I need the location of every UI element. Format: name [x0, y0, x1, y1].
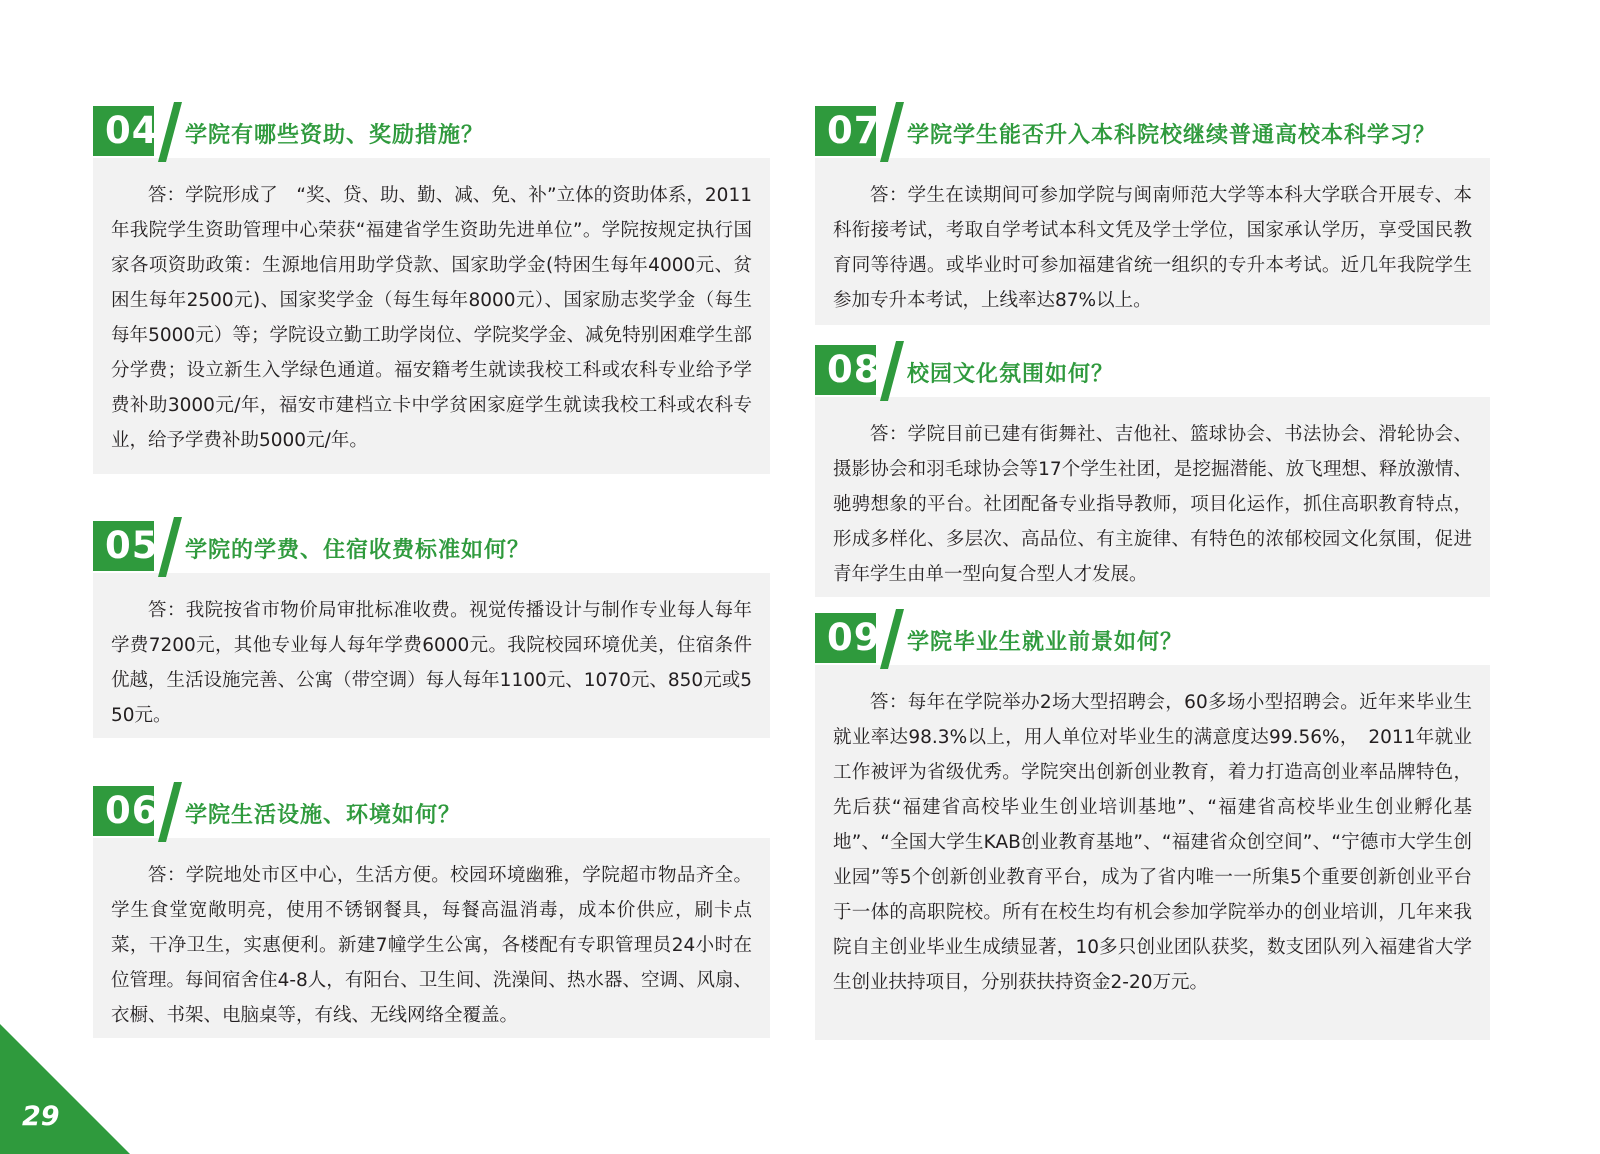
section-header [815, 613, 1490, 667]
slash-divider-icon [156, 782, 184, 842]
page-corner-triangle-icon [0, 1024, 130, 1154]
section-number: 05 [93, 521, 154, 571]
section-title: 学院有哪些资助、奖励措施？ [185, 122, 485, 148]
section-number: 08 [815, 345, 876, 395]
section-answer: 答：每年在学院举办2场大型招聘会，60多场小型招聘会。近年来毕业生就业率达98.3%以上，用人单位对毕业生的满意度达99.56%， 2011年就业工作被评为省级优秀。学院突出创新创业教育，着力打造高创业率品牌特色，先后获“福建省高校毕业生创业培训基地”、“福建省高校毕业生创业孵化基地”、“全国大学生KAB创业教育基地”、“福建省众创空间”、“宁德市大学生创业园”等5个创新创业教育平台，成为了省内唯一一所集5个重要创新创业平台于一体的高职院校。所有在校生均有机会参加学院举办的创业培训，几年来我院自主创业毕业生成绩显著，10多只创业团队获奖，数支团队列入福建省大学生创业扶持项目，分别获扶持资金2-20万元。 [815, 665, 1490, 1040]
section-number: 07 [815, 106, 876, 156]
qa-section-04 [93, 106, 770, 474]
qa-section-08 [815, 345, 1490, 597]
slash-divider-icon [156, 102, 184, 162]
section-answer: 答：学院目前已建有街舞社、吉他社、篮球协会、书法协会、滑轮协会、摄影协会和羽毛球协会等17个学生社团，是挖掘潜能、放飞理想、释放激情、驰骋想象的平台。社团配备专业指导教师，项目化运作，抓住高职教育特点，形成多样化、多层次、高品位、有主旋律、有特色的浓郁校园文化氛围，促进青年学生由单一型向复合型人才发展。 [815, 397, 1490, 597]
section-answer: 答：学院形成了 “奖、贷、助、勤、减、免、补”立体的资助体系，2011年我院学生资助管理中心荣获“福建省学生资助先进单位”。学院按规定执行国家各项资助政策：生源地信用助学贷款、国家助学金(特困生每年4000元、贫困生每年2500元)、国家奖学金（每生每年8000元）、国家励志奖学金（每生每年5000元）等；学院设立勤工助学岗位、学院奖学金、减免特别困难学生部分学费；设立新生入学绿色通道。福安籍考生就读我校工科或农科专业给予学费补助3000元/年，福安市建档立卡中学贫困家庭学生就读我校工科或农科专业，给予学费补助5000元/年。 [93, 158, 770, 474]
qa-section-09 [815, 613, 1490, 1040]
qa-section-06 [93, 786, 770, 1038]
slash-divider-icon [878, 341, 906, 401]
section-answer: 答：学生在读期间可参加学院与闽南师范大学等本科大学联合开展专、本科衔接考试，考取自学考试本科文凭及学士学位，国家承认学历，享受国民教育同等待遇。或毕业时可参加福建省统一组织的专升本考试。近几年我院学生参加专升本考试，上线率达87%以上。 [815, 158, 1490, 325]
section-number: 06 [93, 786, 154, 836]
section-title: 学院生活设施、环境如何？ [185, 802, 462, 828]
section-header [93, 786, 770, 840]
section-title: 学院毕业生就业前景如何？ [907, 629, 1184, 655]
section-header [93, 521, 770, 575]
section-title: 学院的学费、住宿收费标准如何？ [185, 537, 531, 563]
section-title: 校园文化氛围如何？ [907, 361, 1115, 387]
page-number: 29 [22, 1101, 60, 1132]
section-number: 04 [93, 106, 154, 156]
slash-divider-icon [878, 609, 906, 669]
qa-section-05 [93, 521, 770, 738]
section-answer: 答：我院按省市物价局审批标准收费。视觉传播设计与制作专业每人每年学费7200元，其他专业每人每年学费6000元。我院校园环境优美，住宿条件优越，生活设施完善、公寓（带空调）每人每年1100元、1070元、850元或550元。 [93, 573, 770, 738]
section-header [93, 106, 770, 160]
section-header [815, 106, 1490, 160]
section-title: 学院学生能否升入本科院校继续普通高校本科学习？ [907, 122, 1437, 148]
section-number: 09 [815, 613, 876, 663]
section-answer: 答：学院地处市区中心，生活方便。校园环境幽雅，学院超市物品齐全。学生食堂宽敞明亮，使用不锈钢餐具，每餐高温消毒，成本价供应，刷卡点菜，干净卫生，实惠便利。新建7幢学生公寓，各楼配有专职管理员24小时在位管理。每间宿舍住4-8人，有阳台、卫生间、洗澡间、热水器、空调、风扇、衣橱、书架、电脑桌等，有线、无线网络全覆盖。 [93, 838, 770, 1038]
slash-divider-icon [156, 517, 184, 577]
section-header [815, 345, 1490, 399]
qa-section-07 [815, 106, 1490, 325]
slash-divider-icon [878, 102, 906, 162]
